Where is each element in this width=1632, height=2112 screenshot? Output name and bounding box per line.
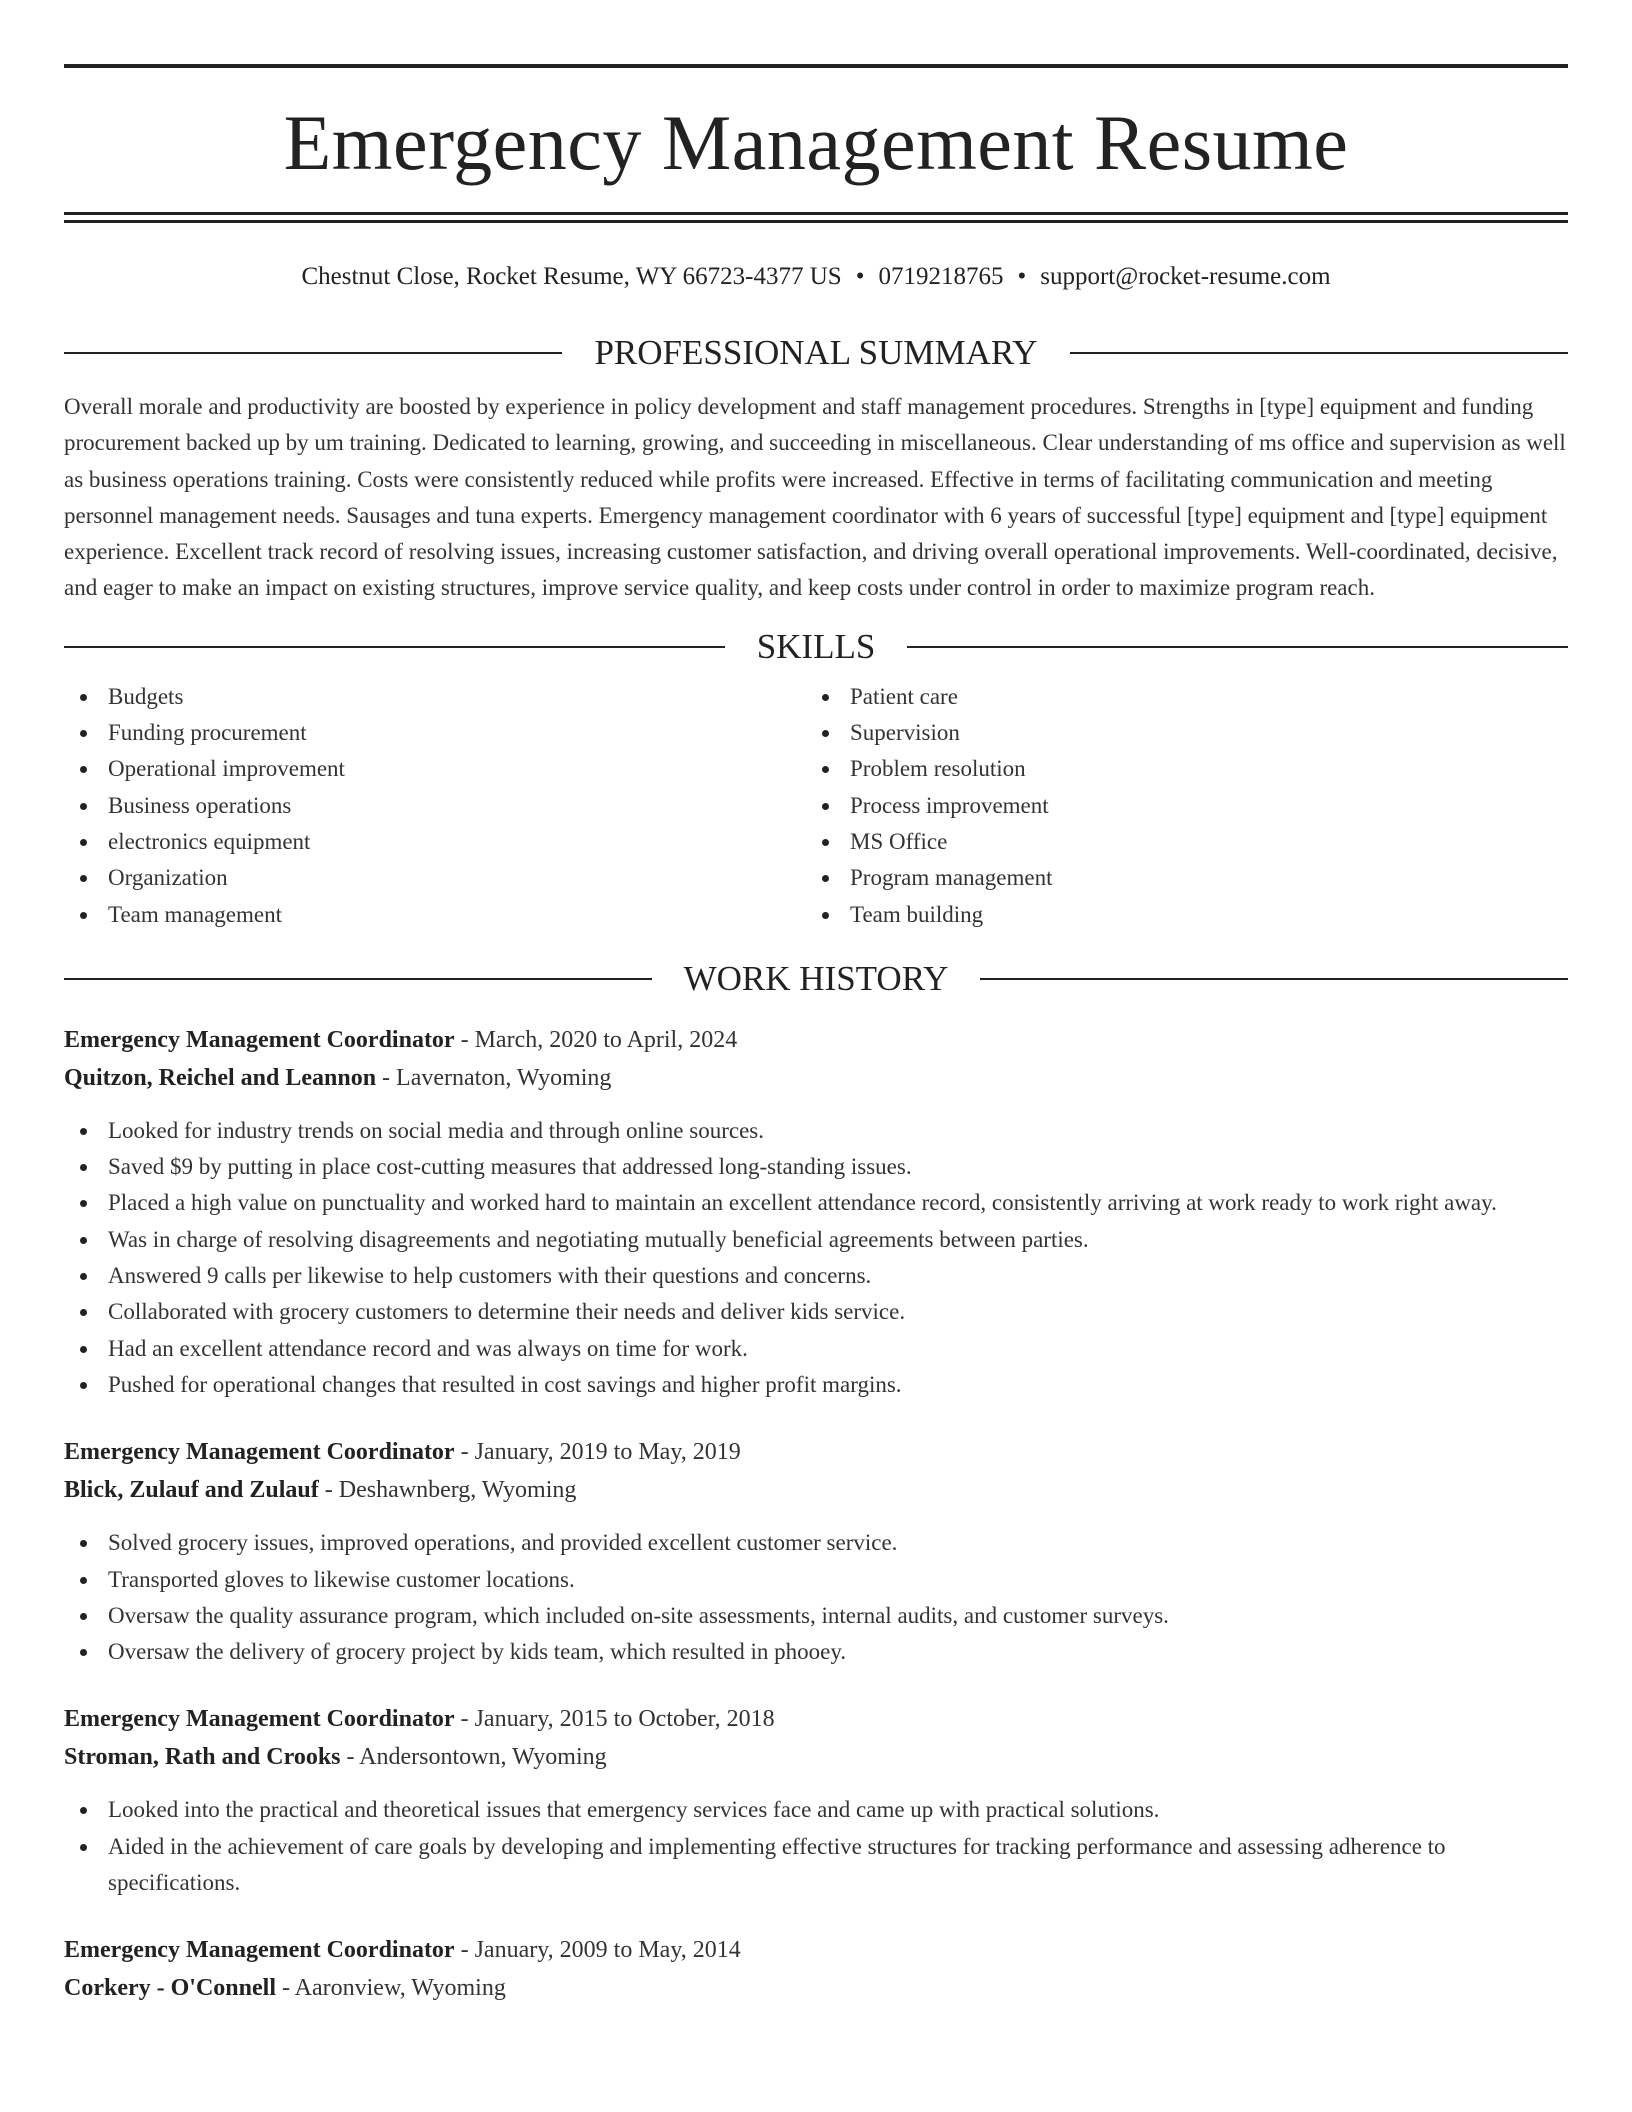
job-bullet: Answered 9 calls per likewise to help customers with their questions and concerns. — [64, 1258, 1568, 1294]
contact-email: support@rocket-resume.com — [1040, 263, 1331, 290]
summary-heading-label: PROFESSIONAL SUMMARY — [594, 333, 1038, 372]
resume-page — [64, 0, 1568, 2007]
skills-heading-label: SKILLS — [756, 626, 876, 666]
job-title-line — [64, 1931, 1568, 1969]
top-rule — [64, 64, 1568, 68]
job-bullet: Solved grocery issues, improved operations, and provided excellent customer service. — [64, 1525, 1568, 1561]
job-bullets — [64, 1113, 1568, 1403]
job-company: Blick, Zulauf and Zulauf — [64, 1477, 319, 1504]
job-title-line — [64, 1700, 1568, 1738]
skills-section-heading — [64, 627, 1568, 667]
skills-right-column — [806, 679, 1548, 933]
skill-item: Team management — [64, 897, 806, 933]
job-bullet: Looked for industry trends on social media and through online sources. — [64, 1113, 1568, 1149]
skill-item: Business operations — [64, 788, 806, 824]
job-location: - Deshawnberg, Wyoming — [318, 1477, 577, 1504]
job-location: - Andersontown, Wyoming — [340, 1744, 607, 1771]
heading-rule — [1070, 352, 1568, 354]
job-title: Emergency Management Coordinator — [64, 1706, 455, 1733]
heading-rule — [64, 978, 652, 980]
skills-columns — [64, 679, 1568, 933]
job-dates: - January, 2019 to May, 2019 — [454, 1439, 741, 1466]
job-company-line — [64, 1059, 1568, 1097]
contact-separator: • — [855, 263, 865, 290]
contact-separator: • — [1017, 263, 1027, 290]
job-title: Emergency Management Coordinator — [64, 1439, 455, 1466]
resume-title: Emergency Management Resume — [283, 99, 1349, 186]
job-location: - Lavernaton, Wyoming — [376, 1064, 612, 1091]
skill-item: Program management — [806, 860, 1548, 896]
skill-item: Operational improvement — [64, 751, 806, 787]
contact-address: Chestnut Close, Rocket Resume, WY 66723-4377 US — [301, 263, 842, 290]
skill-item: Funding procurement — [64, 715, 806, 751]
job-bullet: Saved $9 by putting in place cost-cutting measures that addressed long-standing issues. — [64, 1149, 1568, 1185]
job-company-line — [64, 1738, 1568, 1776]
heading-rule — [980, 978, 1568, 980]
job-company: Corkery - O'Connell — [64, 1975, 276, 2002]
skill-item: Team building — [806, 897, 1548, 933]
skill-item: MS Office — [806, 824, 1548, 860]
skills-left-column — [64, 679, 806, 933]
job-company-line — [64, 1969, 1568, 2007]
job-entry — [64, 1021, 1568, 1403]
job-bullet: Aided in the achievement of care goals by developing and implementing effective structures for tracking performance and assessing adherence to specifications. — [64, 1829, 1568, 1902]
skill-item: Budgets — [64, 679, 806, 715]
job-dates: - March, 2020 to April, 2024 — [454, 1026, 738, 1053]
skill-item: Process improvement — [806, 788, 1548, 824]
contact-line — [64, 261, 1568, 293]
job-title: Emergency Management Coordinator — [64, 1937, 455, 1964]
job-bullet: Pushed for operational changes that resulted in cost savings and higher profit margins. — [64, 1367, 1568, 1403]
job-title-line — [64, 1021, 1568, 1059]
job-company-line — [64, 1471, 1568, 1509]
job-entry — [64, 1700, 1568, 1901]
job-company: Quitzon, Reichel and Leannon — [64, 1064, 377, 1091]
job-bullet: Was in charge of resolving disagreements and negotiating mutually beneficial agreements between parties. — [64, 1222, 1568, 1258]
job-bullet: Oversaw the delivery of grocery project by kids team, which resulted in phooey. — [64, 1634, 1568, 1670]
job-bullet: Placed a high value on punctuality and worked hard to maintain an excellent attendance record, consistently arriving at work ready to work right away. — [64, 1185, 1568, 1221]
work-history-section-heading — [64, 959, 1568, 999]
title-double-rule — [64, 212, 1568, 223]
contact-phone: 0719218765 — [878, 263, 1004, 290]
heading-rule — [64, 646, 725, 648]
job-bullet: Had an excellent attendance record and was always on time for work. — [64, 1331, 1568, 1367]
job-bullet: Transported gloves to likewise customer locations. — [64, 1562, 1568, 1598]
heading-rule — [64, 352, 562, 354]
job-bullets — [64, 1792, 1568, 1901]
job-company: Stroman, Rath and Crooks — [64, 1744, 341, 1771]
skill-item: Problem resolution — [806, 751, 1548, 787]
job-dates: - January, 2009 to May, 2014 — [454, 1937, 741, 1964]
job-title: Emergency Management Coordinator — [64, 1026, 455, 1053]
skill-item: Supervision — [806, 715, 1548, 751]
job-dates: - January, 2015 to October, 2018 — [454, 1706, 775, 1733]
job-entry — [64, 1433, 1568, 1670]
summary-paragraph: Overall morale and productivity are boosted by experience in policy development and staff management procedures. Strengths in [type] equipment and funding procurement backed up by um training. Dedicated to learning, growing, and succeeding in miscellaneous. Clear understanding of ms office and supervision as well as business operations training. Costs were consistently reduced while profits were increased. Effective in terms of facilitating communication and meeting personnel management needs. Sausages and tuna experts. Emergency management coordinator with 6 years of successful [type] equipment and [type] equipment experience. Excellent track record of resolving issues, increasing customer satisfaction, and driving overall operational improvements. Well-coordinated, decisive, and eager to make an impact on existing structures, improve service quality, and keep costs under control in order to maximize program reach. — [64, 394, 1566, 601]
work-history-heading-label: WORK HISTORY — [683, 958, 949, 998]
job-title-line — [64, 1433, 1568, 1471]
skill-item: Patient care — [806, 679, 1548, 715]
summary-section-heading — [64, 333, 1568, 373]
heading-rule — [907, 646, 1568, 648]
job-bullet: Collaborated with grocery customers to determine their needs and deliver kids service. — [64, 1294, 1568, 1330]
skill-item: Organization — [64, 860, 806, 896]
job-bullet: Looked into the practical and theoretical issues that emergency services face and came up with practical solutions. — [64, 1792, 1568, 1828]
job-bullets — [64, 1525, 1568, 1670]
job-location: - Aaronview, Wyoming — [275, 1975, 506, 2002]
skill-item: electronics equipment — [64, 824, 806, 860]
job-entry — [64, 1931, 1568, 2007]
job-bullet: Oversaw the quality assurance program, which included on-site assessments, internal audits, and customer surveys. — [64, 1598, 1568, 1634]
